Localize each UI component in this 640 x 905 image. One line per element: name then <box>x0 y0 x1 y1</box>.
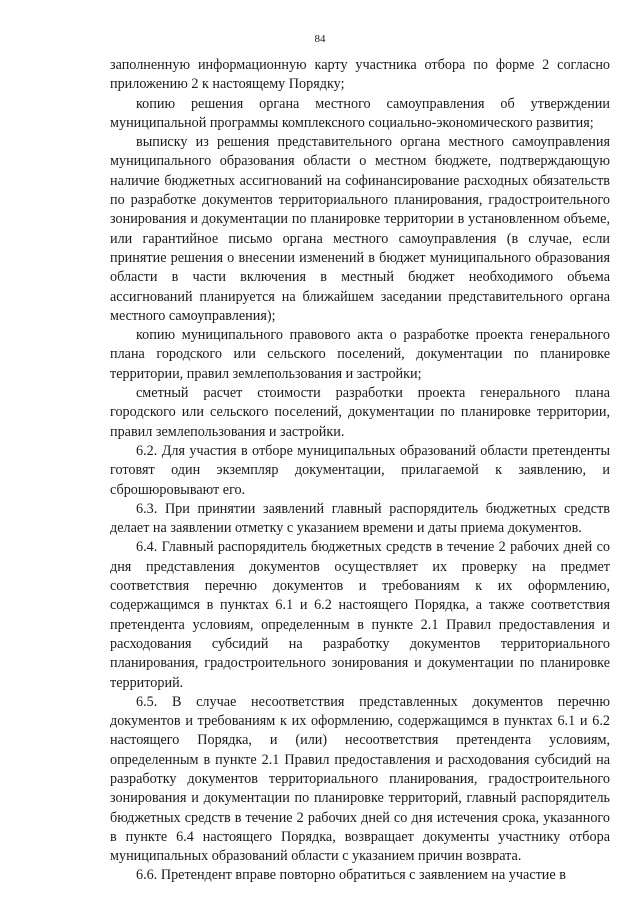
paragraph-6-6: 6.6. Претендент вправе повторно обратиться с заявлением на участие в <box>136 867 566 884</box>
paragraph-6-5: 6.5. В случае несоответствия представленных документов перечню документов и требованиям к их оформлению, содержащимся в пунктах 6.1 и 6.2 настоящего Порядка, и (или) несоответствия претендента условиям, определенным в пункте 2.1 Правил предоставления и расходования субсидий на разработку документов территориального планирования, градостроительного зонирования и документации по планировке территорий, главный распорядитель бюджетных средств в течение 2 рабочих дней со дня истечения срока, указанного в пункте 6.4 настоящего Порядка, возвращает документы участнику отбора муниципальных образований области с указанием причин возврата. <box>110 693 610 865</box>
paragraph-budget-extract: выписку из решения представительного органа местного самоуправления муниципального образования области о местном бюджете, подтверждающую наличие бюджетных ассигнований на софинансирование расходных обязательств по разработке документов территориального планирования, градостроительного зонирования и документации по планировке территории в установленном объеме, или гарантийное письмо органа местного самоуправления (в случае, если принятие решения о внесении изменений в бюджет муниципального образования области в части включения в местный бюджет необходимого объема ассигнований планируется на ближайшем заседании представительного органа местного самоуправления); <box>110 134 610 324</box>
paragraph-6-3: 6.3. При принятии заявлений главный распорядитель бюджетных средств делает на заявлении отметку с указанием времени и даты приема документов. <box>110 500 610 537</box>
paragraph-info-card: заполненную информационную карту участника отбора по форме 2 согласно приложению 2 к настоящему Порядку; <box>110 57 610 93</box>
paragraph-6-2: 6.2. Для участия в отборе муниципальных образований области претенденты готовят один экземпляр документации, прилагаемой к заявлению, и сброшюровывают его. <box>110 442 610 498</box>
page-number: 84 <box>314 33 326 45</box>
paragraph-legal-act: копию муниципального правового акта о разработке проекта генерального плана городского или сельского поселений, документации по планировке территории, правил землепользования и застройки; <box>110 327 610 382</box>
paragraph-cost-estimate: сметный расчет стоимости разработки проекта генерального плана городского или сельского поселений, документации по планировке территории, правил землепользования и застройки. <box>110 385 610 440</box>
document-body <box>110 56 610 886</box>
paragraph-program-decision: копию решения органа местного самоуправления об утверждении муниципальной программы комплексного социально-экономического развития; <box>110 95 610 131</box>
paragraph-6-4: 6.4. Главный распорядитель бюджетных средств в течение 2 рабочих дней со дня представления документов осуществляет их проверку на предмет соответствия перечню документов и требованиям к их оформлению, содержащимся в пунктах 6.1 и 6.2 настоящего Порядка, а также соответствия претендента условиям, определенным в пункте 2.1 Правил предоставления и расходования субсидий на разработку документов территориального планирования, градостроительного зонирования и документации по планировке территорий. <box>110 539 610 691</box>
